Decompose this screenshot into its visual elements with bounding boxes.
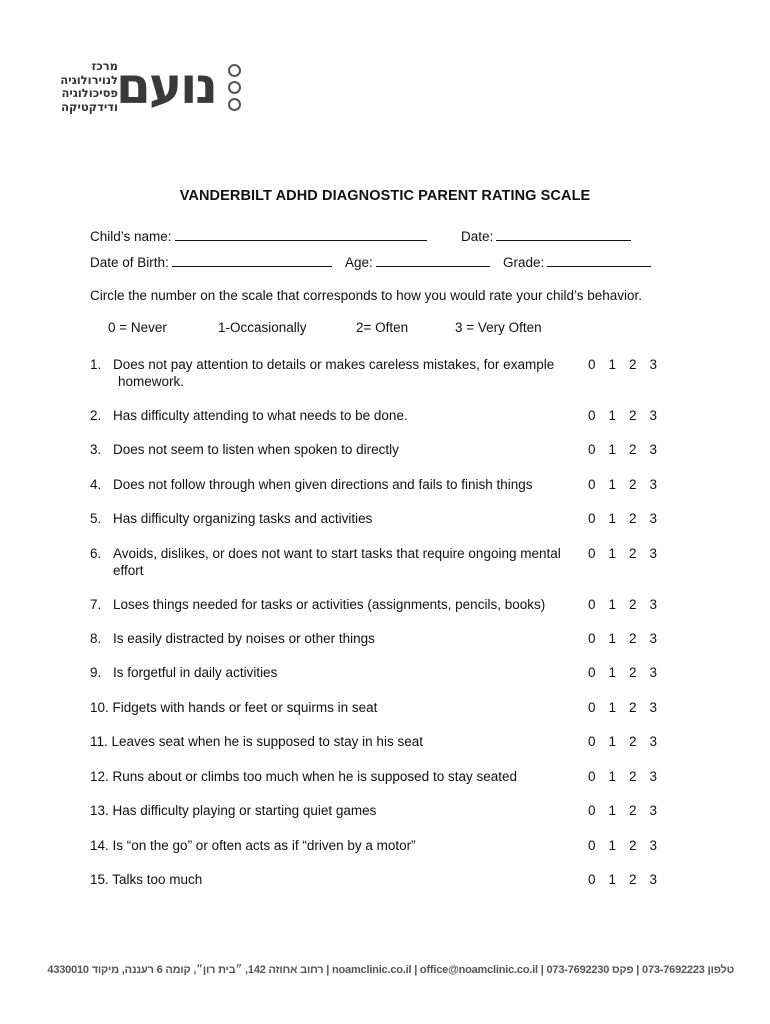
item-text: 12. Runs about or climbs too much when he is supposed to stay seated — [90, 769, 517, 784]
item-number: 5. — [90, 511, 102, 526]
scale-very-often: 3 = Very Often — [455, 320, 542, 335]
item-text: 11. Leaves seat when he is supposed to stay in his seat — [90, 734, 423, 749]
dob-label: Date of Birth: — [90, 255, 169, 270]
rating-options[interactable]: 0 1 2 3 — [588, 803, 658, 818]
rating-options[interactable]: 0 1 2 3 — [588, 665, 658, 680]
item-text: Does not seem to listen when spoken to directly — [113, 442, 399, 457]
item-number: 9. — [90, 665, 102, 680]
clinic-logo — [50, 57, 250, 122]
item-text-continued: effort — [113, 563, 144, 578]
dob-field[interactable] — [90, 254, 332, 270]
item-number: 8. — [90, 631, 102, 646]
contact-footer: טלפון 073-7692223 | פקס 073-7692230 | noamclinic.co.il | office@noamclinic.co.il | רחוב אחוזה 142, ״בית רון״, קומה 6 רעננה, מיקוד 4330010 — [47, 964, 734, 976]
logo-line: מרכז — [91, 59, 118, 73]
age-field[interactable] — [345, 254, 490, 270]
item-text: 10. Fidgets with hands or feet or squirms in seat — [90, 700, 378, 715]
item-text: 15. Talks too much — [90, 872, 203, 887]
rating-options[interactable]: 0 1 2 3 — [588, 597, 658, 612]
rating-options[interactable]: 0 1 2 3 — [588, 546, 658, 561]
rating-options[interactable]: 0 1 2 3 — [588, 631, 658, 646]
rating-options[interactable]: 0 1 2 3 — [588, 408, 658, 423]
age-label: Age: — [345, 255, 373, 270]
rating-options[interactable]: 0 1 2 3 — [588, 477, 658, 492]
logo-line: פסיכולוגיה — [61, 86, 118, 100]
grade-field[interactable] — [503, 254, 651, 270]
item-text: Avoids, dislikes, or does not want to start tasks that require ongoing mental — [113, 546, 561, 561]
rating-options[interactable]: 0 1 2 3 — [588, 357, 658, 372]
item-text: Is easily distracted by noises or other things — [113, 631, 375, 646]
logo-circles-icon — [228, 64, 242, 115]
logo-wordmark: נועם — [116, 57, 216, 115]
date-label: Date: — [461, 229, 494, 244]
rating-options[interactable]: 0 1 2 3 — [588, 442, 658, 457]
item-text: Is forgetful in daily activities — [113, 665, 278, 680]
form-title: VANDERBILT ADHD DIAGNOSTIC PARENT RATING SCALE — [179, 188, 591, 204]
item-text: 14. Is “on the go” or often acts as if “driven by a motor” — [90, 838, 416, 853]
instructions: Circle the number on the scale that corresponds to how you would rate your child’s behavior. — [90, 288, 643, 303]
item-number: 3. — [90, 442, 102, 457]
item-number: 4. — [90, 477, 102, 492]
item-text: Has difficulty organizing tasks and activities — [113, 511, 373, 526]
item-text: Has difficulty attending to what needs to be done. — [113, 408, 408, 423]
item-text-continued: homework. — [118, 374, 185, 389]
rating-options[interactable]: 0 1 2 3 — [588, 872, 658, 887]
rating-options[interactable]: 0 1 2 3 — [588, 838, 658, 853]
rating-options[interactable]: 0 1 2 3 — [588, 511, 658, 526]
childs-name-field[interactable] — [90, 228, 427, 244]
item-text: Does not follow through when given directions and fails to finish things — [113, 477, 533, 492]
item-text: Does not pay attention to details or makes careless mistakes, for example — [113, 357, 555, 372]
rating-options[interactable]: 0 1 2 3 — [588, 700, 658, 715]
item-text: 13. Has difficulty playing or starting quiet games — [90, 803, 377, 818]
item-number: 7. — [90, 597, 102, 612]
scale-often: 2= Often — [356, 320, 409, 335]
item-number: 2. — [90, 408, 102, 423]
date-field[interactable] — [461, 228, 631, 244]
item-text: Loses things needed for tasks or activities (assignments, pencils, books) — [113, 597, 546, 612]
item-number: 1. — [90, 357, 102, 372]
rating-options[interactable]: 0 1 2 3 — [588, 734, 658, 749]
item-number: 6. — [90, 546, 102, 561]
scale-never: 0 = Never — [108, 320, 167, 335]
grade-label: Grade: — [503, 255, 545, 270]
logo-subtitle — [50, 60, 118, 114]
logo-line: ודידקטיקה — [61, 99, 118, 114]
logo-line: לנוירולוגיה — [60, 72, 118, 87]
rating-options[interactable]: 0 1 2 3 — [588, 769, 658, 784]
childs-name-label: Child’s name: — [90, 229, 172, 244]
scale-occasionally: 1-Occasionally — [218, 320, 307, 335]
